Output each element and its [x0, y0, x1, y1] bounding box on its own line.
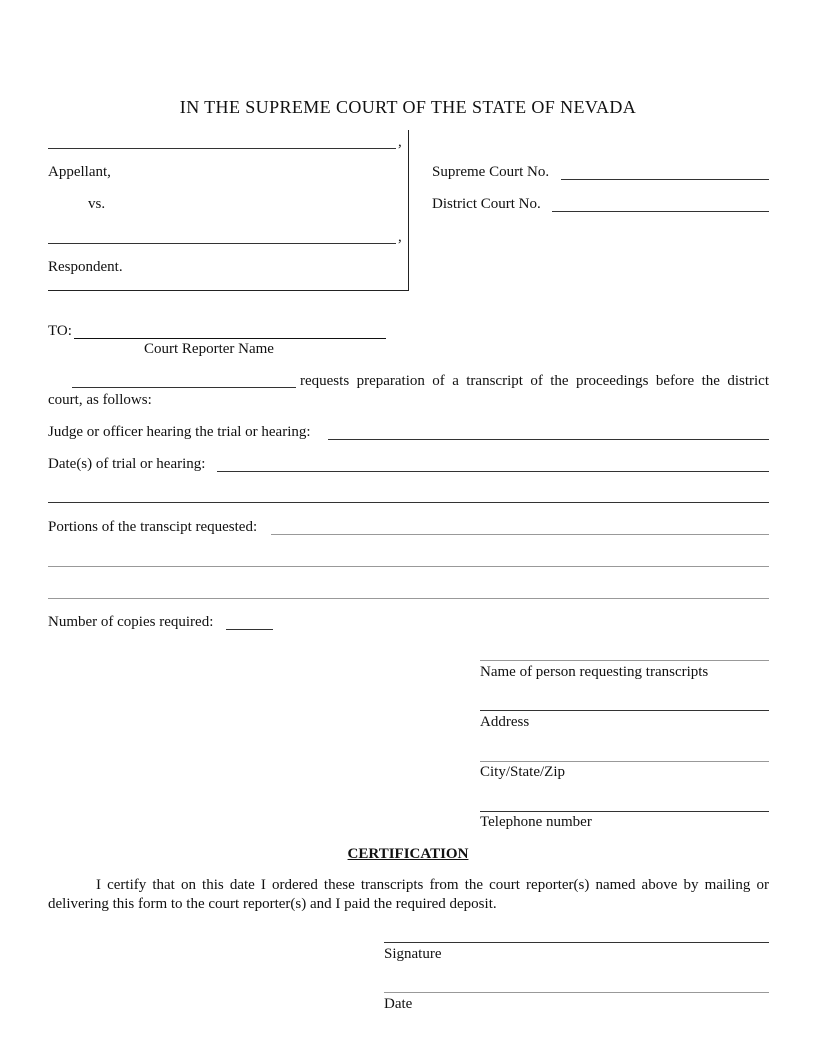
certification-heading: CERTIFICATION — [347, 846, 469, 862]
appellant-label: Appellant, — [48, 164, 111, 180]
dates-line-2[interactable] — [48, 502, 769, 503]
city-state-zip-label: City/State/Zip — [480, 764, 565, 780]
signature-label: Signature — [384, 946, 442, 962]
supreme-court-no-label: Supreme Court No. — [432, 164, 550, 180]
portions-line-3[interactable] — [48, 598, 769, 599]
portions-line[interactable] — [271, 534, 769, 535]
requester-name-label: Name of person requesting transcripts — [480, 664, 709, 680]
request-text-line-1: requests preparation of a transcript of the proceedings before the district — [300, 373, 769, 389]
portions-line-2[interactable] — [48, 566, 769, 567]
dates-line[interactable] — [217, 471, 769, 472]
appellant-name-line[interactable] — [48, 148, 396, 149]
date-line[interactable] — [384, 992, 769, 993]
signature-line[interactable] — [384, 942, 769, 943]
copies-line[interactable] — [226, 629, 273, 630]
appellant-comma: , — [398, 134, 402, 150]
address-line[interactable] — [480, 710, 769, 711]
date-label: Date — [384, 996, 413, 1012]
to-label: TO: — [48, 323, 72, 339]
request-text-line-2: court, as follows: — [48, 392, 152, 408]
telephone-label: Telephone number — [480, 814, 592, 830]
city-state-zip-line[interactable] — [480, 761, 769, 762]
caption-bottom-rule — [48, 290, 409, 291]
respondent-name-line[interactable] — [48, 243, 396, 244]
judge-line[interactable] — [328, 439, 769, 440]
district-court-no-line[interactable] — [552, 211, 769, 212]
page-title: IN THE SUPREME COURT OF THE STATE OF NEVADA — [179, 97, 637, 117]
respondent-comma: , — [398, 229, 402, 245]
court-reporter-name-line[interactable] — [74, 338, 386, 339]
court-reporter-name-label: Court Reporter Name — [144, 341, 274, 357]
requester-name-line[interactable] — [480, 660, 769, 661]
requesting-party-line[interactable] — [72, 387, 296, 388]
judge-label: Judge or officer hearing the trial or hearing: — [48, 424, 311, 440]
supreme-court-no-line[interactable] — [561, 179, 769, 180]
vs-label: vs. — [88, 196, 106, 212]
caption-vertical-rule — [408, 130, 409, 290]
district-court-no-label: District Court No. — [432, 196, 541, 212]
certification-text-line-1: I certify that on this date I ordered these transcripts from the court reporter(s) named above by mailing or — [96, 877, 769, 893]
certification-text-line-2: delivering this form to the court reporter(s) and I paid the required deposit. — [48, 896, 497, 912]
address-label: Address — [480, 714, 530, 730]
dates-label: Date(s) of trial or hearing: — [48, 456, 206, 472]
respondent-label: Respondent. — [48, 259, 123, 275]
copies-label: Number of copies required: — [48, 614, 214, 630]
telephone-line[interactable] — [480, 811, 769, 812]
portions-label: Portions of the transcipt requested: — [48, 519, 258, 535]
